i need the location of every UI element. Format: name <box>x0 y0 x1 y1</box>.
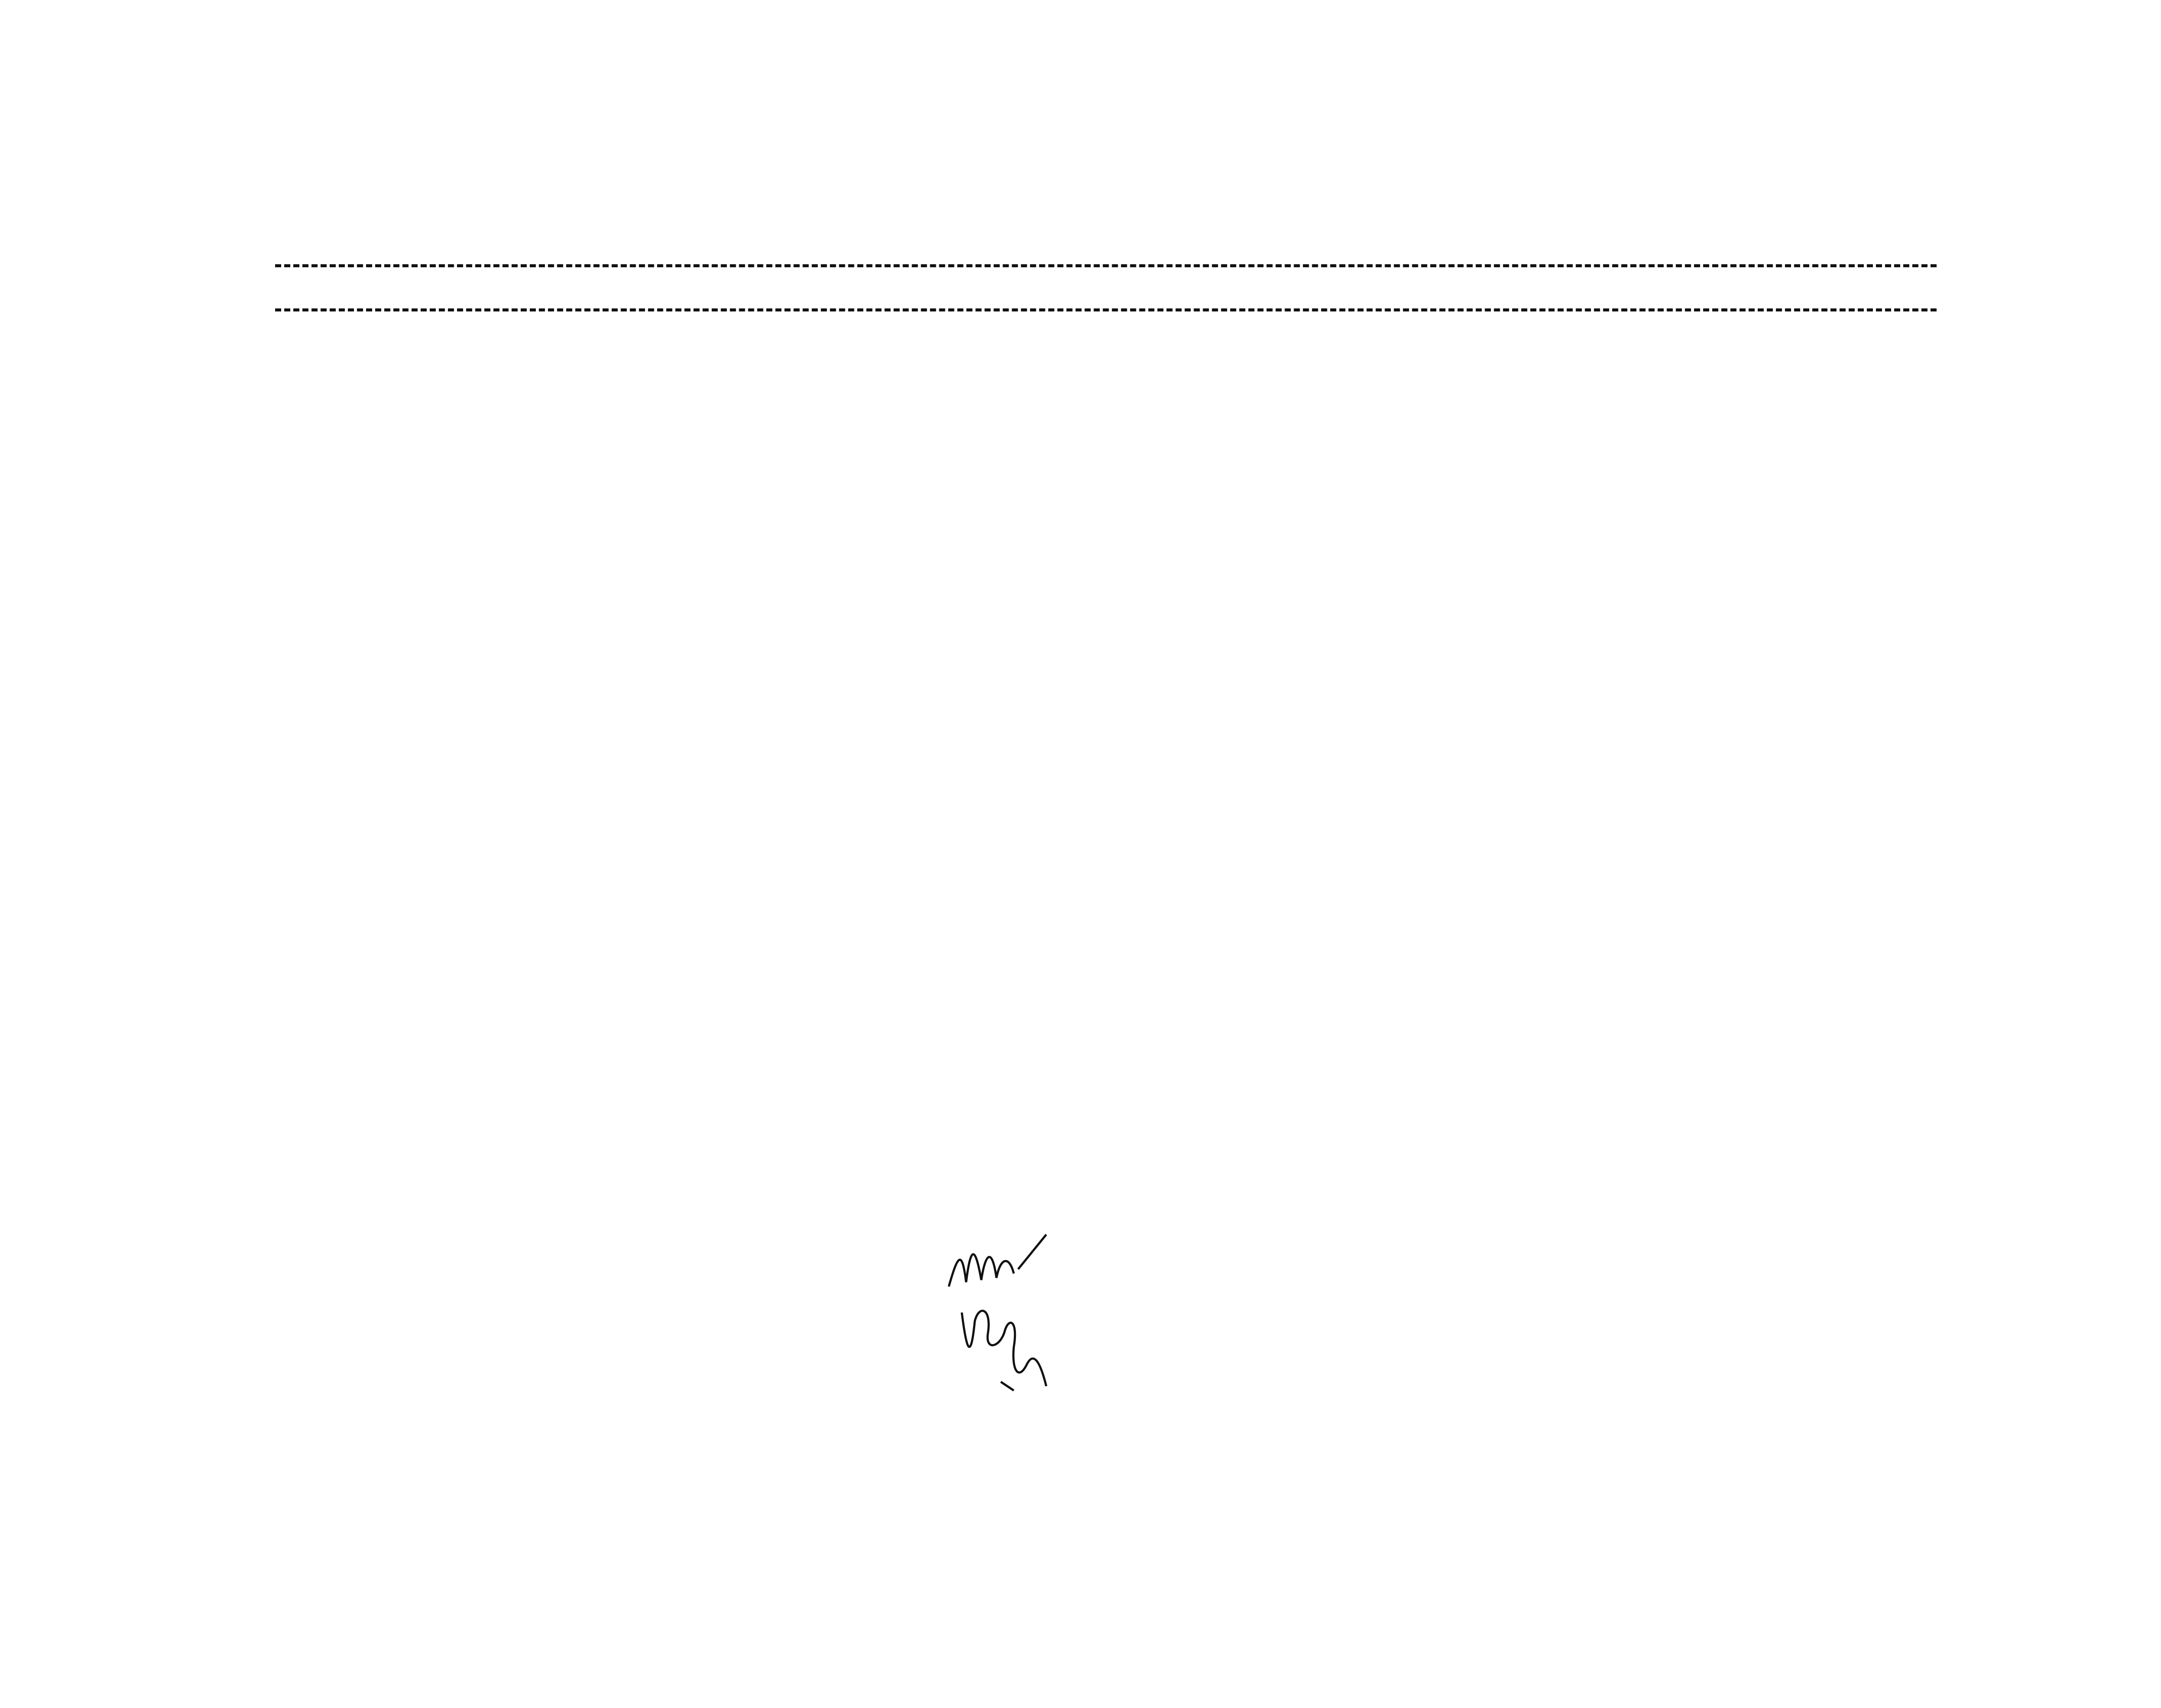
compiled-signature <box>944 1230 1048 1295</box>
header-rule-bottom <box>275 308 1937 311</box>
header-rule-top <box>275 264 1937 267</box>
checked-signature <box>953 1295 1057 1395</box>
